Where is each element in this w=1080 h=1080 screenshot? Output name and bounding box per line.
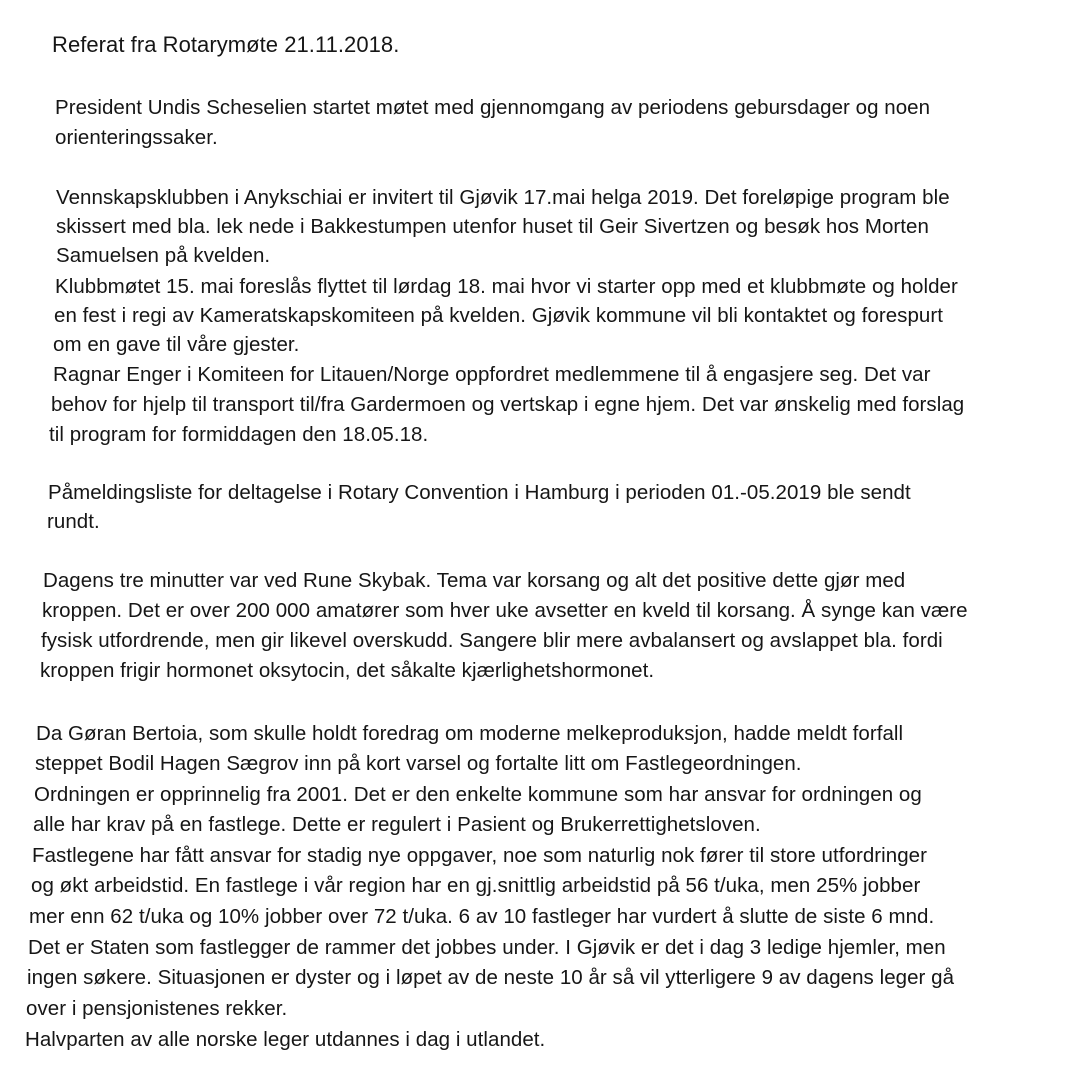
paragraph-5-line-6: og økt arbeidstid. En fastlege i vår region har en gj.snittlig arbeidstid på 56 t/uka, men 25% jobber <box>31 874 921 897</box>
paragraph-3-line-2: rundt. <box>47 510 100 533</box>
paragraph-2-line-6: om en gave til våre gjester. <box>53 333 300 356</box>
paragraph-4-line-1: Dagens tre minutter var ved Rune Skybak. Tema var korsang og alt det positive dette gjør med <box>43 569 906 592</box>
paragraph-2-line-7: Ragnar Enger i Komiteen for Litauen/Norge oppfordret medlemmene til å engasjere seg. Det var <box>53 363 931 386</box>
document-title: Referat fra Rotarymøte 21.11.2018. <box>52 32 400 57</box>
paragraph-5-line-2: steppet Bodil Hagen Sægrov inn på kort varsel og fortalte litt om Fastlegeordningen. <box>35 752 802 775</box>
paragraph-5-line-7: mer enn 62 t/uka og 10% jobber over 72 t/uka. 6 av 10 fastleger har vurdert å slutte de siste 6 mnd. <box>29 905 935 928</box>
paragraph-5-line-9: ingen søkere. Situasjonen er dyster og i løpet av de neste 10 år så vil ytterligere 9 av dagens leger gå <box>27 966 955 989</box>
paragraph-1-line-1: President Undis Scheselien startet møtet med gjennomgang av periodens gebursdager og noen <box>55 96 931 119</box>
paragraph-5-line-3: Ordningen er opprinnelig fra 2001. Det er den enkelte kommune som har ansvar for ordningen og <box>34 783 922 806</box>
paragraph-2-line-2: skissert med bla. lek nede i Bakkestumpen utenfor huset til Geir Sivertzen og besøk hos Morten <box>56 215 929 238</box>
paragraph-1-line-2: orienteringssaker. <box>55 126 218 149</box>
paragraph-5-line-5: Fastlegene har fått ansvar for stadig nye oppgaver, noe som naturlig nok fører til store utfordringer <box>32 844 927 867</box>
paragraph-4-line-2: kroppen. Det er over 200 000 amatører som hver uke avsetter en kveld til korsang. Å synge kan være <box>42 599 968 622</box>
paragraph-2-line-3: Samuelsen på kvelden. <box>56 244 271 267</box>
paragraph-5-line-11: Halvparten av alle norske leger utdannes i dag i utlandet. <box>25 1028 546 1051</box>
paragraph-5-line-8: Det er Staten som fastlegger de rammer det jobbes under. I Gjøvik er det i dag 3 ledige hjemler, men <box>28 936 946 959</box>
paragraph-2-line-5: en fest i regi av Kameratskapskomiteen på kvelden. Gjøvik kommune vil bli kontaktet og forespurt <box>54 304 943 327</box>
paragraph-4-line-4: kroppen frigir hormonet oksytocin, det såkalte kjærlighetshormonet. <box>40 659 655 682</box>
paragraph-3-line-1: Påmeldingsliste for deltagelse i Rotary Convention i Hamburg i perioden 01.-05.2019 ble sendt <box>48 481 911 504</box>
paragraph-2-line-4: Klubbmøtet 15. mai foreslås flyttet til lørdag 18. mai hvor vi starter opp med et klubbmøte og holder <box>55 275 958 298</box>
paragraph-5-line-10: over i pensjonistenes rekker. <box>26 997 288 1020</box>
paragraph-4-line-3: fysisk utfordrende, men gir likevel overskudd. Sangere blir mere avbalansert og avslappet bla. fordi <box>41 629 943 652</box>
paragraph-2-line-1: Vennskapsklubben i Anykschiai er invitert til Gjøvik 17.mai helga 2019. Det foreløpige program ble <box>56 186 950 209</box>
paragraph-2-line-9: til program for formiddagen den 18.05.18. <box>49 423 429 446</box>
paragraph-2-line-8: behov for hjelp til transport til/fra Gardermoen og vertskap i egne hjem. Det var ønskelig med forslag <box>51 393 965 416</box>
paragraph-5-line-1: Da Gøran Bertoia, som skulle holdt foredrag om moderne melkeproduksjon, hadde meldt forfall <box>36 722 904 745</box>
paragraph-5-line-4: alle har krav på en fastlege. Dette er regulert i Pasient og Brukerrettighetsloven. <box>33 813 761 836</box>
